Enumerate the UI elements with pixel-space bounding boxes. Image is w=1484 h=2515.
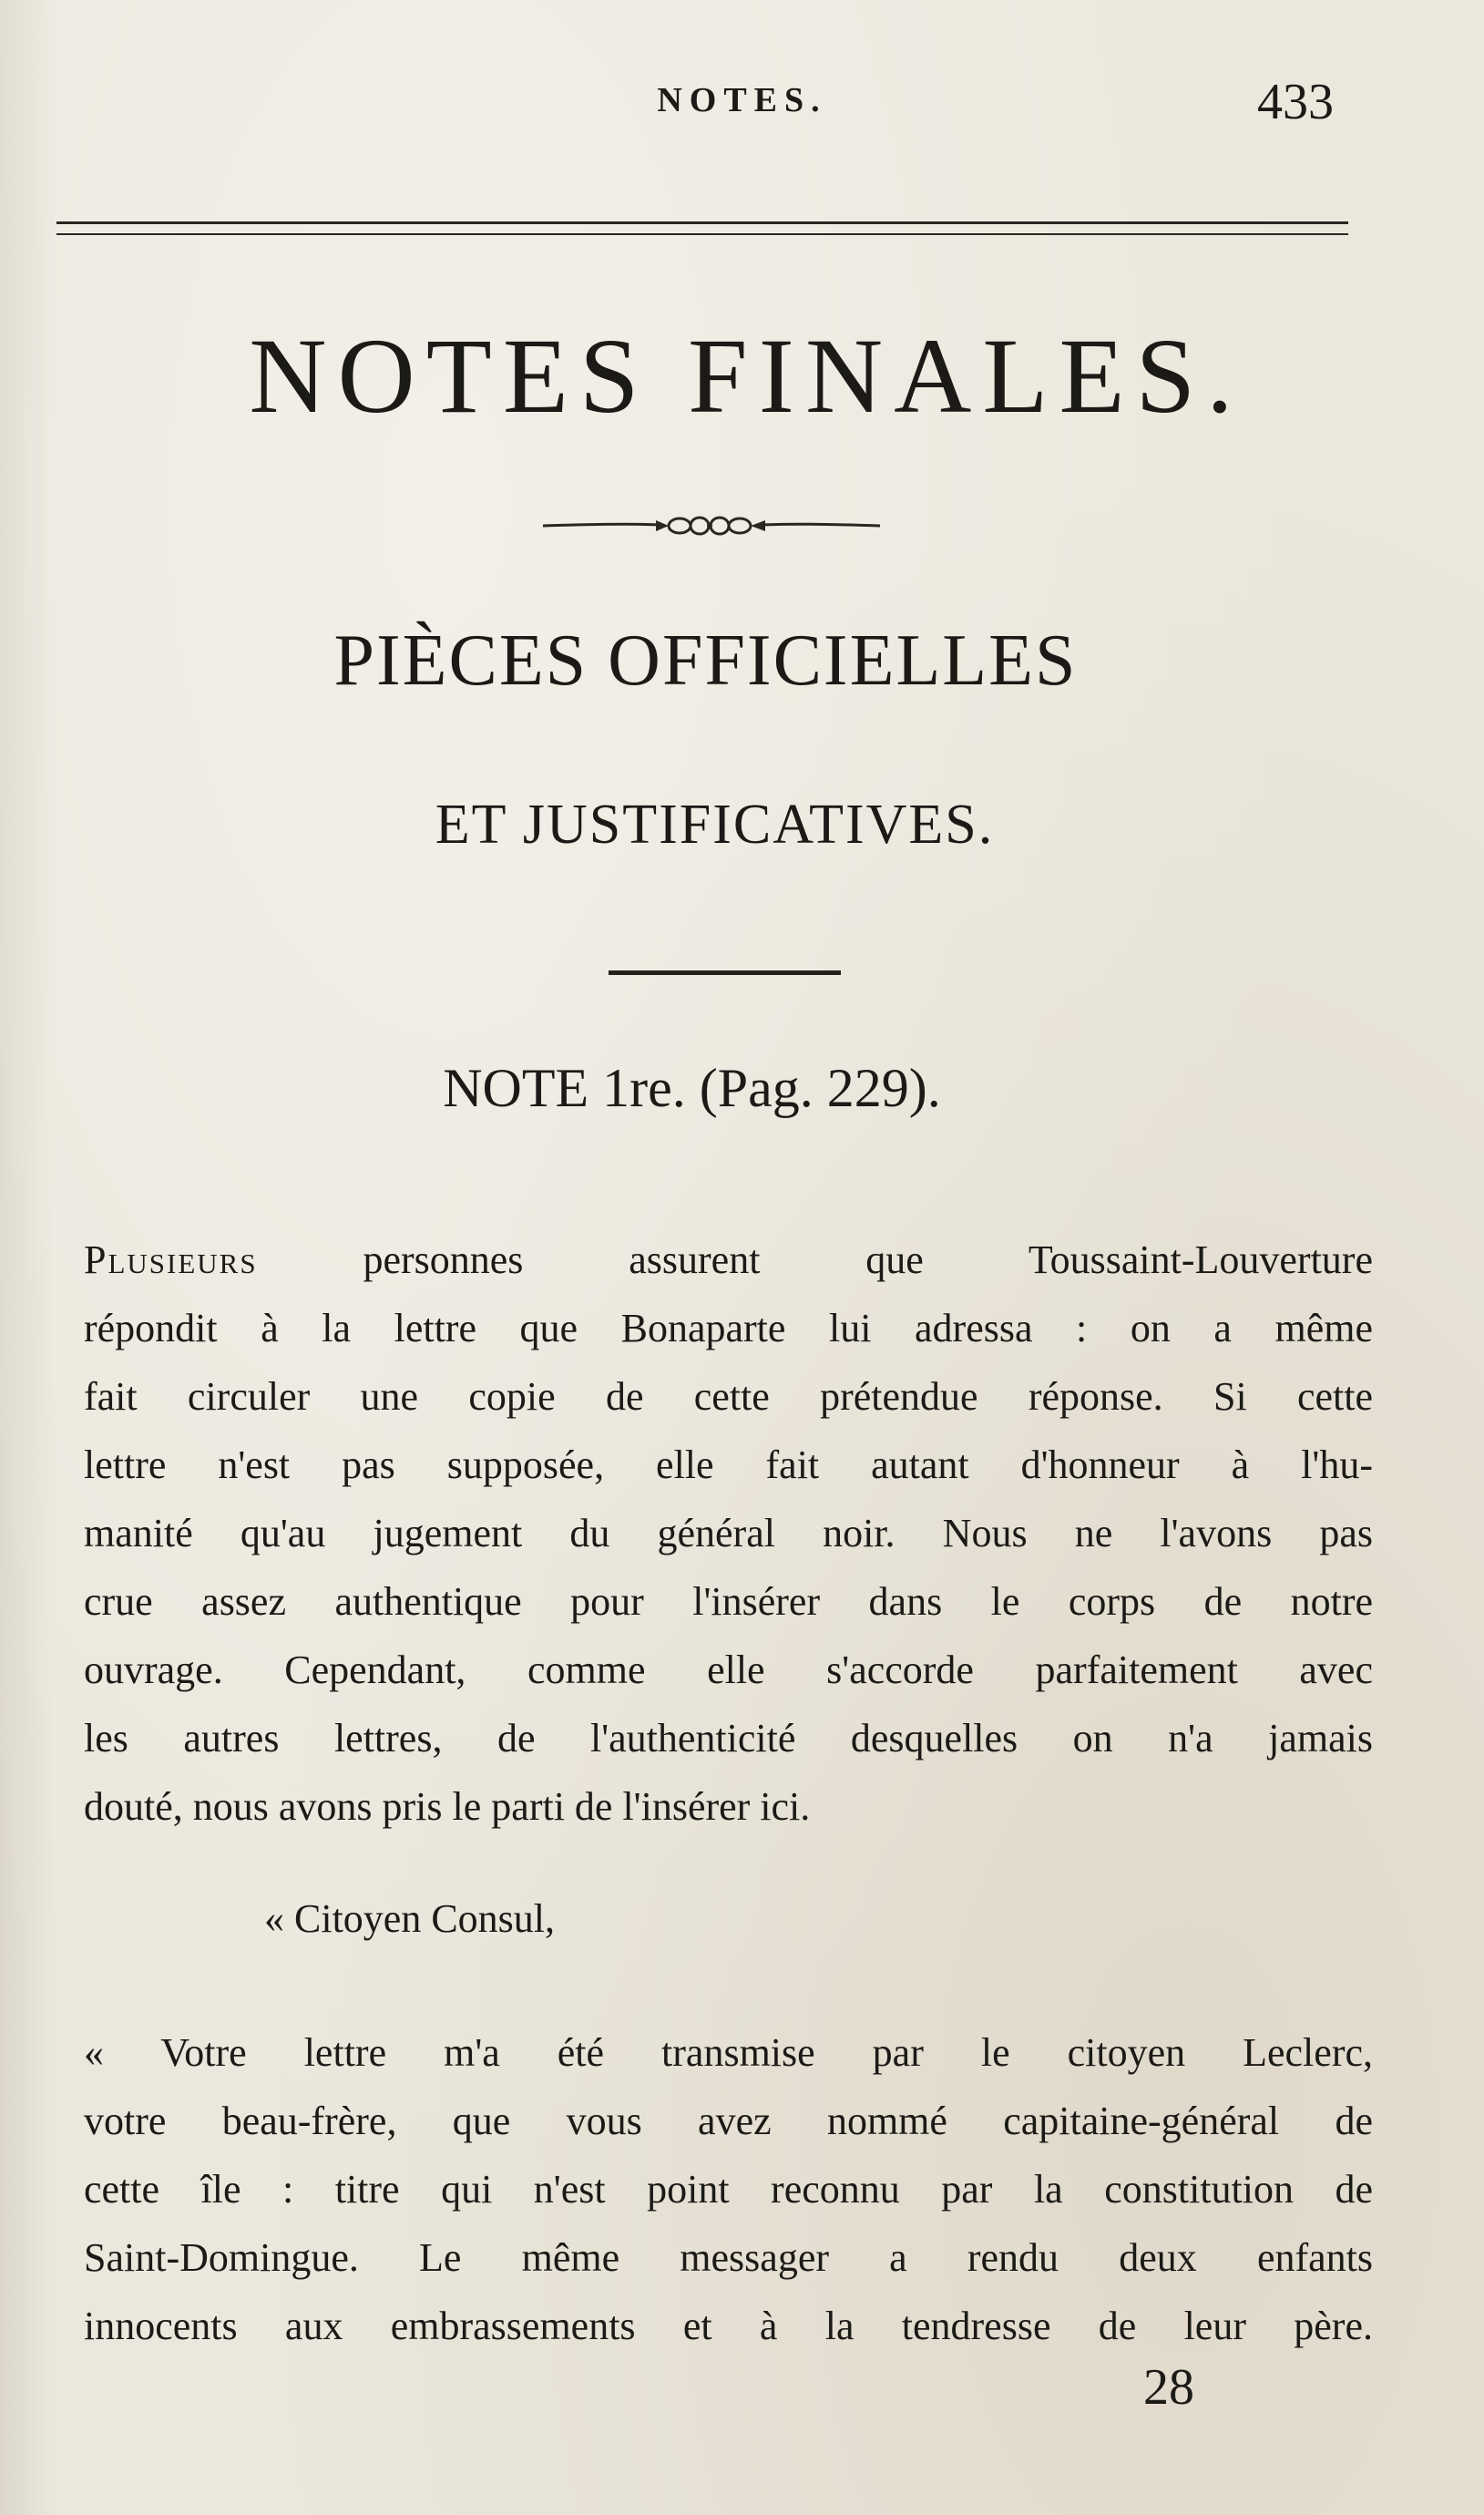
text-line: douté, nous avons pris le parti de l'insérer ici. — [84, 1784, 811, 1829]
text-line: manité qu'au jugement du général noir. Nous ne l'avons pas — [84, 1511, 1373, 1555]
letter-salutation: « Citoyen Consul, — [264, 1896, 556, 1941]
header-rule — [56, 221, 1348, 224]
text-line: crue assez authentique pour l'insérer dans le corps de notre — [84, 1579, 1373, 1624]
text-line: fait circuler une copie de cette prétendue réponse. Si cette — [84, 1374, 1373, 1419]
paragraph-letter — [84, 2018, 1373, 2360]
paragraph-intro — [84, 1226, 1373, 1841]
text-line: « Votre lettre m'a été transmise par le citoyen Leclerc, — [84, 2030, 1373, 2075]
section-title: PIÈCES OFFICIELLES — [333, 621, 1078, 701]
section-subtitle: ET JUSTIFICATIVES. — [435, 794, 995, 856]
text-line: les autres lettres, de l'authenticité desquelles on n'a jamais — [84, 1716, 1373, 1760]
ornament-divider — [543, 508, 880, 544]
text-line: cette île : titre qui n'est point reconnu par la constitution de — [84, 2167, 1373, 2212]
text-line: répondit à la lettre que Bonaparte lui adressa : on a même — [84, 1306, 1373, 1350]
signature-mark: 28 — [1143, 2359, 1194, 2416]
text-line: votre beau-frère, que vous avez nommé capitaine-général de — [84, 2099, 1373, 2143]
page-number: 433 — [1257, 74, 1334, 130]
text-line: innocents aux embrassements et à la tendresse de leur père. — [84, 2304, 1373, 2348]
text-line: Saint-Domingue. Le même messager a rendu deux enfants — [84, 2235, 1373, 2280]
main-title: NOTES FINALES. — [249, 316, 1244, 436]
text-line: ouvrage. Cependant, comme elle s'accorde parfaitement avec — [84, 1648, 1373, 1692]
section-rule — [609, 970, 841, 975]
text-line: Plusieurs personnes assurent que Toussaint-Louverture — [84, 1237, 1373, 1282]
running-title: NOTES. — [657, 81, 827, 119]
header-rule-secondary — [56, 233, 1348, 235]
drop-word: Plusieurs — [84, 1237, 258, 1282]
note-heading: NOTE 1re. (Pag. 229). — [443, 1058, 941, 1118]
text-line: lettre n'est pas supposée, elle fait autant d'honneur à l'hu- — [84, 1442, 1373, 1487]
